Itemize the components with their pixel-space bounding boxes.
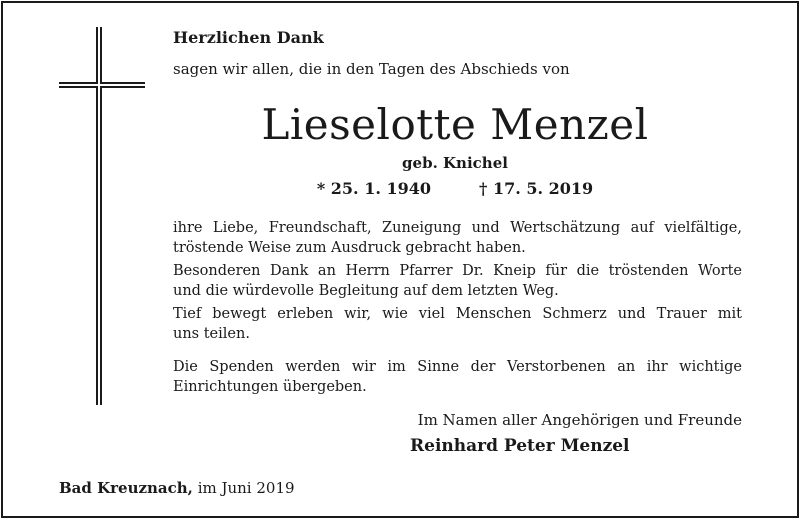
paragraph-line: Die Spenden werden wir im Sinne der Verstorbenen an ihr wichtige <box>173 359 742 375</box>
birth-date: * 25. 1. 1940 <box>316 179 431 198</box>
life-dates <box>160 178 750 200</box>
notice-date: im Juni 2019 <box>197 479 295 497</box>
thanks-heading: Herzlichen Dank <box>173 28 324 47</box>
paragraph-line: Einrichtungen übergeben. <box>173 378 367 395</box>
paragraph-donations <box>173 358 742 397</box>
birth-name: geb. Knichel <box>402 154 508 172</box>
closing-line: Im Namen aller Angehörigen und Freunde <box>417 411 742 429</box>
paragraph-gratitude <box>173 219 742 258</box>
paragraph-sympathy <box>173 305 742 344</box>
deceased-name: Lieselotte Menzel <box>261 100 649 149</box>
death-date: † 17. 5. 2019 <box>479 179 594 198</box>
paragraph-line: und die würdevolle Begleitung auf dem letzten Weg. <box>173 282 559 299</box>
place-name: Bad Kreuznach, <box>59 479 193 497</box>
paragraph-line: Tief bewegt erleben wir, wie viel Menschen Schmerz und Trauer mit <box>173 306 742 322</box>
paragraph-line: ihre Liebe, Freundschaft, Zuneigung und Wertschätzung auf vielfältige, <box>173 220 742 236</box>
paragraph-special-thanks <box>173 262 742 301</box>
signer-name: Reinhard Peter Menzel <box>410 436 630 456</box>
paragraph-line: Besonderen Dank an Herrn Pfarrer Dr. Kneip für die tröstenden Worte <box>173 263 742 279</box>
cross-horizontal-line <box>59 84 145 86</box>
paragraph-line: tröstende Weise zum Ausdruck gebracht haben. <box>173 239 526 256</box>
intro-text: sagen wir allen, die in den Tagen des Abschieds von <box>173 60 570 78</box>
paragraph-line: uns teilen. <box>173 325 250 342</box>
place-date <box>59 478 295 498</box>
